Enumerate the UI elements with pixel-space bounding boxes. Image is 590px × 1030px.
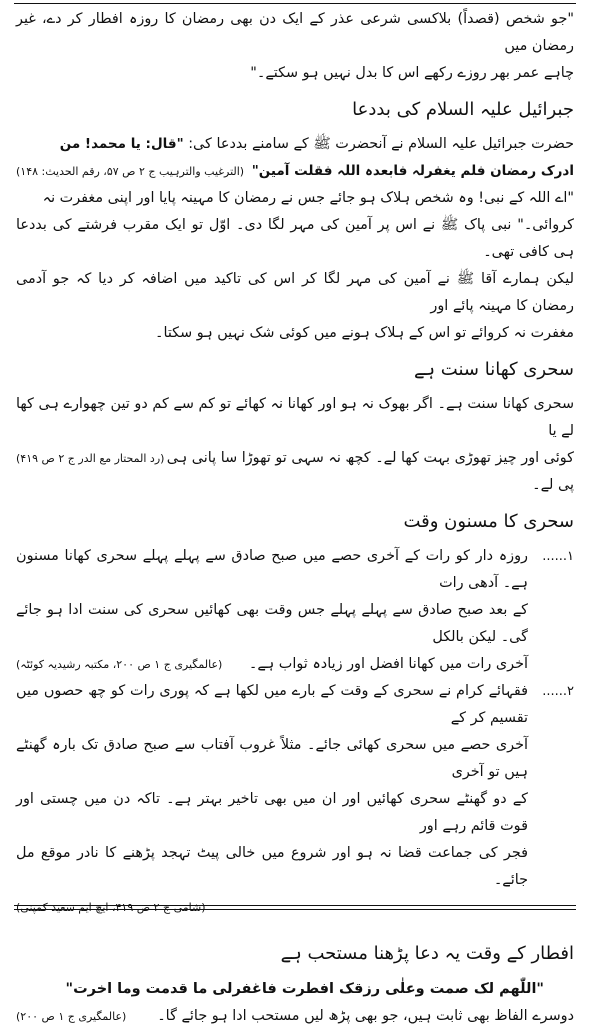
- translation-line-2: کروائی۔" نبی پاک ﷺ نے اس پر آمین کی مہر لگا دی۔ اوّل تو ایک مقرب فرشتے کی بددعا ہی کافی تھی۔: [16, 217, 574, 260]
- iftar-line-1-text: دوسرے الفاظ بھی ثابت ہیں، جو بھی پڑھ لیں مستحب ادا ہو جائے گا۔: [157, 1008, 574, 1024]
- item2-line-3: کے دو گھنٹے سحری کھائیں اور ان میں بھی تاخیر بہتر ہے۔ تاکہ دن میں چستی اور قوت قائم رہے اور: [16, 791, 528, 834]
- intro-line-2: چاہے عمر بھر روزے رکھے اس کا بدل نہیں ہو سکتے۔": [250, 65, 574, 81]
- heading-jibril-curse: جبرائیل علیہ السلام کی بددعا: [352, 99, 574, 120]
- heading-iftar-dua: افطار کے وقت یہ دعا پڑھنا مستحب ہے: [280, 943, 574, 964]
- intro-line-1: "جو شخص (قصداً) بلاکسی شرعی عذر کے ایک دن بھی رمضان کا روزہ افطار کر دے، غیر رمضان میں: [16, 11, 574, 54]
- list-item-1: [16, 543, 574, 678]
- explanation-line-1: لیکن ہمارے آقا ﷺ نے آمین کی مہر لگا کر اس کی تاکید میں اضافہ کر دیا کہ جو آدمی رمضان کا مہینہ پائے اور: [16, 271, 574, 314]
- iftar-line-1: [16, 1003, 574, 1030]
- list-item-2: [16, 678, 574, 894]
- hadith-arabic-start: "قال: یا محمد! من: [59, 136, 184, 152]
- iftar-reference: (عالمگیری ج ۱ ص ۲۰۰): [16, 1010, 127, 1023]
- list-item-2-number: ۲......: [542, 684, 574, 699]
- bottom-rule-1: [14, 905, 576, 906]
- jibril-hadith-paragraph: [16, 131, 574, 347]
- item1-line-3-text: آخری رات میں کھانا افضل اور زیادہ ثواب ہے۔: [248, 656, 528, 672]
- translation-line-1: "اے اللہ کے نبی! وہ شخص ہلاک ہو جائے جس نے رمضان کا مہینہ پایا اور اپنی مغفرت نہ: [42, 190, 574, 206]
- item1-reference: (عالمگیری ج ۱ ص ۲۰۰، مکتبہ رشیدیہ کوئٹہ): [16, 658, 223, 671]
- hadith-line-1: [16, 131, 574, 158]
- hadith-line-2: [16, 158, 574, 185]
- heading-sehri-sunnah: سحری کھانا سنت ہے: [413, 359, 574, 380]
- sehri-time-list: [16, 543, 574, 921]
- sehri-reference: (رد المحتار مع الدر ج ۲ ص ۴۱۹): [16, 452, 165, 465]
- list-item-1-body: [16, 543, 528, 678]
- item2-line-4: فجر کی جماعت قضا نہ ہو اور شروع میں خالی پیٹ تہجد پڑھنے کا نادر موقع مل جائے۔: [16, 845, 528, 888]
- iftar-dua-section: [16, 975, 574, 1030]
- sehri-sunnah-paragraph: [16, 391, 574, 499]
- list-item-1-number: ۱......: [542, 549, 574, 564]
- intro-quote: [16, 6, 574, 87]
- hadith-intro-text: حضرت جبرائیل علیہ السلام نے آنحضرت ﷺ کے سامنے بددعا کی:: [183, 136, 574, 152]
- sehri-line-1: سحری کھانا سنت ہے۔ اگر بھوک نہ ہو اور کھانا نہ کھائے تو کم سے کم دو تین چھوارے ہی کھا لے یا: [16, 396, 574, 439]
- heading-sehri-time: سحری کا مسنون وقت: [403, 511, 574, 532]
- item1-line-1: روزہ دار کو رات کے آخری حصے میں صبح صادق سے پہلے پہلے سحری کھانا مسنون ہے۔ آدھی رات: [16, 548, 528, 591]
- item2-line-2: آخری حصے میں سحری کھائی جائے۔ مثلاً غروب آفتاب سے صبح صادق تک بارہ گھنٹے ہیں تو آخری: [16, 737, 528, 780]
- hadith-reference: (الترغیب والترہیب ج ۲ ص ۵۷، رقم الحدیث: ۱۴۸): [16, 165, 245, 178]
- iftar-dua-arabic: "اللّٰھم لک صمت وعلٰی رزقک افطرت فاغفرلی ما قدمت وما اخرت": [65, 981, 544, 997]
- sehri-line-2-text: کوئی اور چیز تھوڑی بہت کھا لے۔ کچھ نہ سہی تو تھوڑا سا پانی ہی پی لے۔: [166, 450, 574, 493]
- sehri-time-reference-row: [16, 894, 574, 921]
- list-item-2-body: [16, 678, 528, 894]
- item1-line-2: کے بعد صبح صادق سے پہلے پہلے جس وقت بھی کھائیں سحری کی سنت ادا ہو جائے گی۔ لیکن بالکل: [16, 602, 528, 645]
- explanation-line-2: مغفرت نہ کروائے تو اس کے ہلاک ہونے میں کوئی شک نہیں ہو سکتا۔: [155, 325, 574, 341]
- item2-line-1: فقہائے کرام نے سحری کے وقت کے بارے میں لکھا ہے کہ پوری رات کو چھ حصوں میں تقسیم کر کے: [16, 683, 528, 726]
- sehri-line-2: [16, 445, 574, 499]
- sehri-time-reference: (شامی ج ۲ ص ۴۱۹، ایچ ایم سعید کمپنی): [16, 901, 206, 914]
- bottom-rule-2: [14, 909, 576, 910]
- hadith-arabic-end: ادرک رمضان فلم یغفرلہ فابعدہ اللہ فقلت آمین": [251, 163, 574, 179]
- item1-line-3: [16, 651, 528, 678]
